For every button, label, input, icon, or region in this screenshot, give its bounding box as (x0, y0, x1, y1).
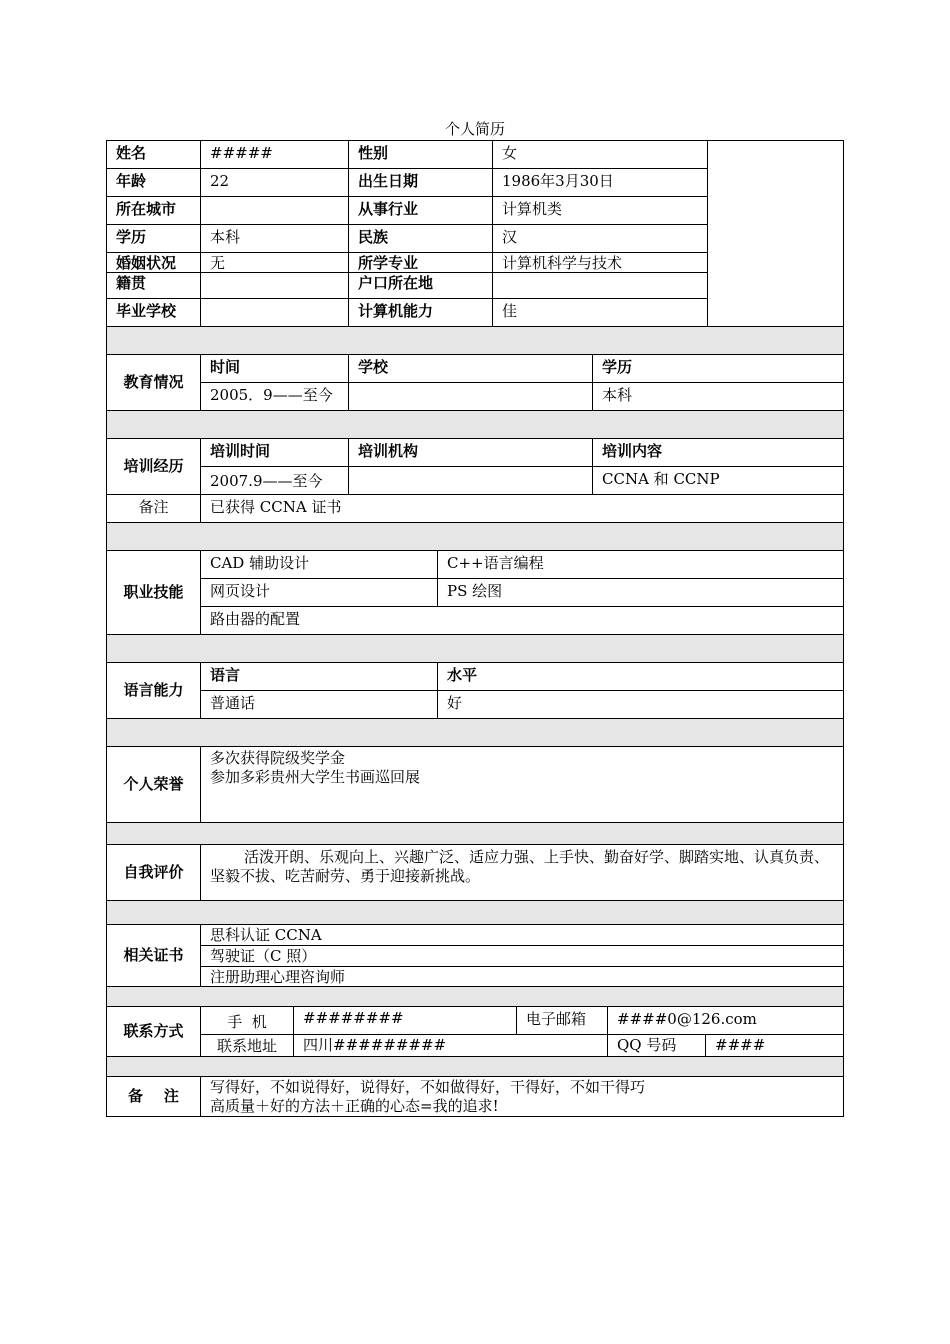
city-label: 所在城市 (106, 196, 201, 225)
education-section-label: 教育情况 (106, 354, 201, 411)
remarks-section-label: 备 注 (106, 1076, 201, 1117)
major-label: 所学专业 (348, 252, 493, 273)
remarks-content (200, 1076, 844, 1117)
certificate-item: 驾驶证（C 照） (200, 945, 844, 967)
contact-section-label: 联系方式 (106, 1006, 201, 1057)
degree-label: 学历 (106, 224, 201, 253)
training-time: 2007.9——至今 (200, 466, 349, 495)
certificates-section-label: 相关证书 (106, 924, 201, 987)
address-label: 联系地址 (200, 1034, 294, 1057)
marital-value: 无 (200, 252, 349, 273)
section-spacer (106, 634, 844, 663)
section-spacer (106, 410, 844, 439)
language-section-label: 语言能力 (106, 662, 201, 719)
honors-content (200, 746, 844, 823)
language-header-level: 水平 (437, 662, 844, 691)
qq-label: QQ 号码 (607, 1034, 706, 1057)
section-spacer (106, 822, 844, 845)
remark-line: 写得好，不如说得好，说得好，不如做得好，干得好，不如干得巧 (210, 1078, 646, 1096)
email-value: ####0@126.com (607, 1006, 844, 1035)
section-spacer (106, 986, 844, 1007)
language-level: 好 (437, 690, 844, 719)
degree-value: 本科 (200, 224, 349, 253)
training-header-time: 培训时间 (200, 438, 349, 467)
native-value (200, 272, 349, 299)
qq-value: #### (705, 1034, 844, 1057)
education-header-time: 时间 (200, 354, 349, 383)
phone-value: ######## (293, 1006, 517, 1035)
language-name: 普通话 (200, 690, 438, 719)
training-org (348, 466, 593, 495)
address-value: 四川######### (293, 1034, 608, 1057)
training-note: 已获得 CCNA 证书 (200, 494, 844, 523)
school-value (200, 298, 349, 327)
ethnicity-label: 民族 (348, 224, 493, 253)
education-header-degree: 学历 (592, 354, 844, 383)
certificate-item: 注册助理心理咨询师 (200, 966, 844, 987)
skill-item: C++语言编程 (437, 550, 844, 579)
section-spacer (106, 900, 844, 925)
skill-item: CAD 辅助设计 (200, 550, 438, 579)
skill-item: 路由器的配置 (200, 606, 844, 635)
language-header-language: 语言 (200, 662, 438, 691)
industry-label: 从事行业 (348, 196, 493, 225)
major-value: 计算机科学与技术 (492, 252, 708, 273)
hukou-value (492, 272, 708, 299)
hukou-label: 户口所在地 (348, 272, 493, 299)
skill-item: PS 绘图 (437, 578, 844, 607)
page-title: 个人简历 (444, 120, 505, 138)
name-label: 姓名 (106, 140, 201, 169)
education-degree: 本科 (592, 382, 844, 411)
email-label: 电子邮箱 (516, 1006, 608, 1035)
honor-line: 参加多彩贵州大学生书画巡回展 (210, 767, 421, 786)
self-eval-section-label: 自我评价 (106, 844, 201, 901)
self-eval-text: 活泼开朗、乐观向上、兴趣广泛、适应力强、上手快、勤奋好学、脚踏实地、认真负责、坚毅不拔、吃苦耐劳、勇于迎接新挑战。 (200, 844, 844, 901)
certificate-item: 思科认证 CCNA (200, 924, 844, 946)
training-header-org: 培训机构 (348, 438, 593, 467)
training-note-label: 备注 (106, 494, 201, 523)
age-label: 年龄 (106, 168, 201, 197)
training-header-content: 培训内容 (592, 438, 844, 467)
birth-value: 1986年3月30日 (492, 168, 708, 197)
industry-value: 计算机类 (492, 196, 708, 225)
city-value (200, 196, 349, 225)
gender-value: 女 (492, 140, 708, 169)
ethnicity-value: 汉 (492, 224, 708, 253)
training-section-label: 培训经历 (106, 438, 201, 495)
skills-section-label: 职业技能 (106, 550, 201, 635)
section-spacer (106, 522, 844, 551)
education-school (348, 382, 593, 411)
gender-label: 性别 (348, 140, 493, 169)
computer-value: 佳 (492, 298, 708, 327)
age-value: 22 (200, 168, 349, 197)
photo-box (707, 140, 844, 327)
phone-label: 手 机 (200, 1006, 294, 1035)
name-value: ##### (200, 140, 349, 169)
school-label: 毕业学校 (106, 298, 201, 327)
section-spacer (106, 1056, 844, 1077)
section-spacer (106, 718, 844, 747)
honor-line: 多次获得院级奖学金 (210, 749, 346, 767)
training-content: CCNA 和 CCNP (592, 466, 844, 495)
birth-label: 出生日期 (348, 168, 493, 197)
computer-label: 计算机能力 (348, 298, 493, 327)
section-spacer (106, 326, 844, 355)
education-time: 2005．9——至今 (200, 382, 349, 411)
native-label: 籍贯 (106, 272, 201, 299)
education-header-school: 学校 (348, 354, 593, 383)
skill-item: 网页设计 (200, 578, 438, 607)
remark-line: 高质量＋好的方法＋正确的心态=我的追求! (210, 1096, 499, 1115)
honors-section-label: 个人荣誉 (106, 746, 201, 823)
marital-label: 婚姻状况 (106, 252, 201, 273)
